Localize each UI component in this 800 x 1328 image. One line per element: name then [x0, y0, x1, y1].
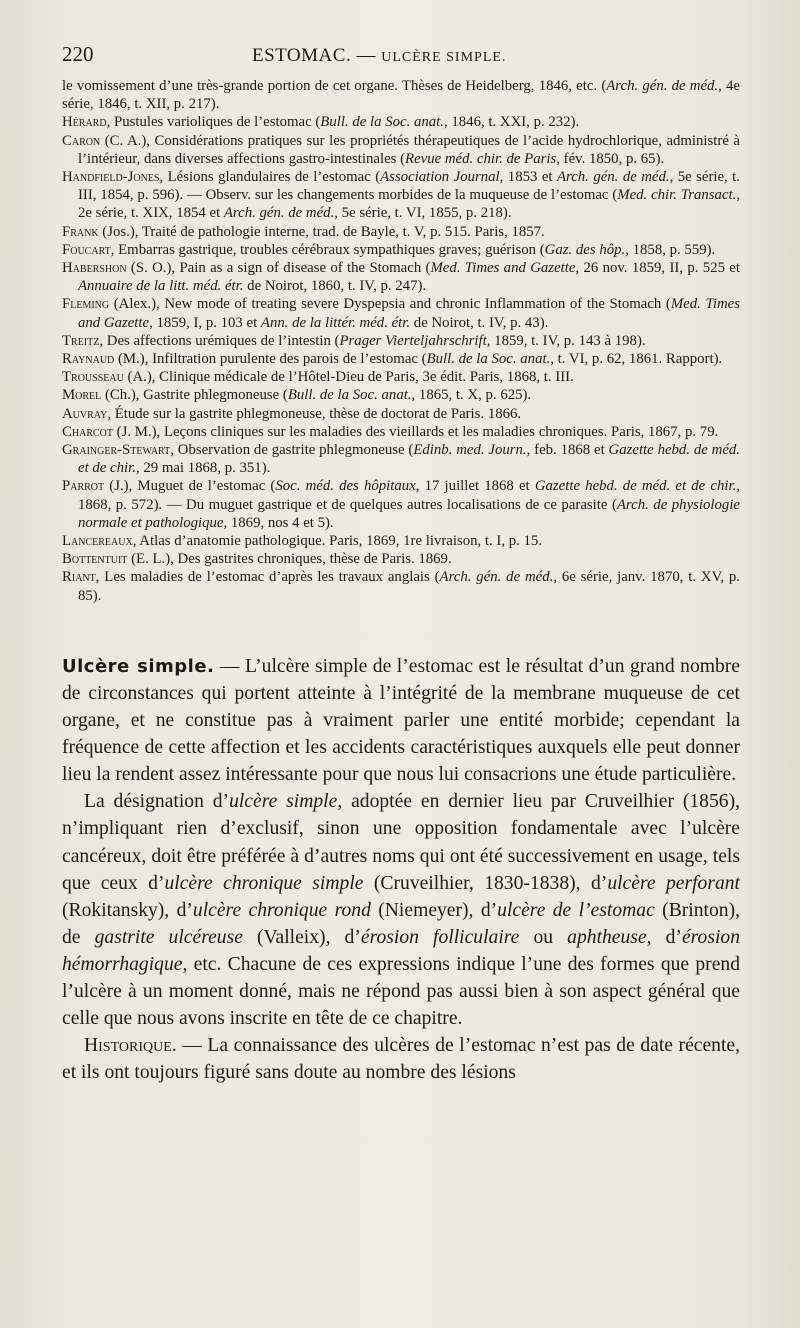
bibliography-entry [62, 477, 740, 532]
text-run: , 5e série, t. III, 1854, p. 596). — Observ. sur les changements morbides de la muqueuse de l’estomac ( [78, 169, 740, 204]
entry-author: Raynaud [62, 351, 115, 368]
main-text [62, 653, 740, 1087]
italic-text: Arch. gén. de méd. [556, 169, 670, 186]
italic-text: érosion hémorrhagique [62, 926, 741, 975]
italic-text: Annuaire de la litt. méd. étr. [78, 278, 244, 295]
italic-text: Arch. gén. de méd. [223, 205, 335, 222]
italic-text: Soc. méd. des hôpitaux [275, 478, 416, 495]
text-run: le vomissement d’une très-grande portion de cet organe. Thèses de Heidelberg, 1846, etc. ( [62, 78, 607, 94]
text-run: (M.), Infiltration purulente des parois de l’estomac ( [114, 351, 427, 368]
bibliography-entry [62, 441, 740, 477]
italic-text: Edinb. med. Journ. [413, 442, 527, 459]
text-run: , 6e série, janv. 1870, t. XV, p. 85). [78, 569, 740, 604]
bibliography-entry [62, 295, 740, 331]
text-run: , Atlas d’anatomie pathologique. Paris, 1869, 1re livraison, t. I, p. 15. [132, 533, 543, 550]
text-run: de Noirot, t. IV, p. 43). [410, 314, 549, 331]
text-run: , Embarras gastrique, troubles cérébraux sympathiques graves; guérison ( [110, 241, 545, 258]
text-run: , 2e série, t. XIX, 1854 et [78, 187, 740, 222]
bibliography-entry [62, 350, 740, 368]
italic-text: Arch. de physiologie normale et pathologique [78, 496, 740, 531]
italic-text: Ann. de la littér. méd. étr. [260, 314, 411, 331]
text-run: (J. M.), Leçons cliniques sur les maladies des vieillards et les maladies chroniques. Paris, 1867, p. 79. [112, 423, 719, 440]
entry-author: Hérard [62, 114, 107, 131]
paragraph [62, 1032, 740, 1086]
bibliography-entry [62, 405, 740, 423]
text-run: , feb. 1868 et [526, 442, 609, 459]
text-run: — L’ulcère simple de l’estomac est le résultat d’un grand nombre de circonstances qui portent atteinte à l’intégrité de la membrane muqueuse de cet organe, et ne constitue pas à vraiment parler une entité morbide; cependant la fréquence de cette affection et les accidents caractéristiques auxquels elle peut donner lieu la rendent assez intéressante pour que nous lui consacrions une étude particulière. [62, 655, 740, 786]
bibliography-entry [62, 223, 740, 241]
entry-author: Bottentuit [62, 551, 128, 568]
text-run: , 1853 et [499, 169, 557, 186]
bibliography-entry [62, 368, 740, 386]
text-run: , 4e série, 1846, t. XII, p. 217). [62, 78, 740, 113]
text-run: (Niemeyer), d’ [370, 899, 498, 921]
bibliography-entry [62, 532, 740, 550]
entry-author: Trousseau [62, 369, 124, 386]
bibliography-list [62, 77, 740, 605]
italic-text: Bull. de la Soc. anat. [320, 114, 444, 131]
text-run: (Brinton), de [62, 899, 740, 948]
text-run: , Pustules varioliques de l’estomac ( [106, 114, 321, 131]
entry-author: Morel [62, 387, 102, 404]
italic-text: Gazette hebd. de méd. et de chir. [78, 442, 741, 477]
text-run: (Rokitansky), d’ [62, 899, 193, 921]
entry-author: Caron [62, 132, 101, 149]
entry-author: Foucart [62, 241, 111, 258]
entry-author: Lancereaux [62, 533, 133, 550]
text-run: , 1859, t. IV, p. 143 à 198). [486, 332, 646, 349]
italic-text: Bull. de la Soc. anat. [426, 351, 551, 368]
italic-text: Gaz. des hôp. [544, 241, 626, 258]
text-run: , 1869, nos 4 et 5). [223, 514, 334, 531]
text-run: , 1859, I, p. 103 et [149, 314, 261, 331]
italic-text: Gazette hebd. de méd. et de chir. [534, 478, 737, 495]
entry-author: Charcot [62, 423, 113, 440]
italic-text: ulcère de l’estomac [497, 899, 655, 921]
text-run: , Les maladies de l’estomac d’après les travaux anglais ( [95, 569, 440, 586]
paragraph [62, 788, 740, 1032]
text-run: , d’ [646, 926, 682, 948]
entry-author: Grainger-Stewart [62, 442, 171, 459]
entry-author: Treitz [62, 332, 100, 349]
bibliography-entry [62, 113, 740, 131]
italic-text: Association Journal [380, 169, 500, 186]
entry-author: Habershon [62, 260, 127, 277]
text-run: , fév. 1850, p. 65). [556, 150, 665, 167]
bibliography-entry [62, 386, 740, 404]
text-run: , 26 nov. 1859, II, p. 525 et [575, 260, 740, 277]
text-run: , Des affections urémiques de l’intestin ( [99, 332, 340, 349]
italic-text: ulcère simple [229, 791, 338, 813]
text-run: (J.), Muguet de l’estomac ( [104, 478, 276, 495]
italic-text: gastrite ulcéreuse [94, 926, 243, 948]
italic-text: Med. Times and Gazette [430, 260, 576, 277]
text-run: , adoptée en dernier lieu par Cruveilhier (1856), n’impliquant rien d’exclusif, sinon une opposition fondamentale avec l’ulcère cancéreux, doit être préférée à d’autres noms qui ont été successivement en usage, tels que ceux d’ [62, 791, 740, 894]
bibliography-entry [62, 423, 740, 441]
text-run: , Lésions glandulaires de l’estomac ( [159, 169, 381, 186]
italic-text: Arch. gén. de méd. [439, 569, 554, 586]
text-run: (Cruveilhier, 1830-1838), d’ [363, 872, 608, 894]
page-header [62, 42, 740, 67]
italic-text: ulcère chronique rond [192, 899, 371, 921]
italic-text: ulcère perforant [607, 872, 741, 894]
running-head-main: ESTOMAC. — [252, 45, 376, 66]
subsection-title: Historique. [84, 1035, 177, 1057]
italic-text: Med. Times and Gazette [78, 296, 740, 331]
running-head-sub: ULCÈRE SIMPLE. [381, 50, 507, 65]
entry-author: Parrot [62, 478, 105, 495]
bibliography-entry [62, 132, 740, 168]
text-run: (S. O.), Pain as a sign of disease of the Stomach ( [126, 260, 431, 277]
text-run: , 17 juillet 1868 et [415, 478, 535, 495]
text-run: , 1858, p. 559). [625, 241, 716, 258]
text-run: (E. L.), Des gastrites chroniques, thèse de Paris. 1869. [127, 551, 452, 568]
bibliography-entry [62, 259, 740, 295]
text-run: , 5e série, t. VI, 1855, p. 218). [334, 205, 512, 222]
bibliography-entry [62, 550, 740, 568]
text-run: , 1865, t. X, p. 625). [411, 387, 532, 404]
bibliography-entry [62, 568, 740, 604]
paragraph [62, 653, 740, 788]
bibliography-entry [62, 241, 740, 259]
bibliography-entry [62, 168, 740, 223]
italic-text: Revue méd. chir. de Paris [405, 150, 557, 167]
running-head [252, 45, 506, 67]
text-run: (C. A.), Considérations pratiques sur les propriétés thérapeutiques de l’acide hydrochlorique, administré à l’intérieur, dans diverses affections gastro-intestinales ( [78, 132, 740, 167]
text-run: , 1868, p. 572). — Du muguet gastrique et de quelques autres localisations de ce parasite ( [78, 478, 740, 513]
italic-text: ulcère chronique simple [164, 872, 364, 894]
text-run: , Observation de gastrite phlegmoneuse ( [170, 442, 414, 459]
bibliography-entry [62, 332, 740, 350]
text-run: (A.), Clinique médicale de l’Hôtel-Dieu de Paris, 3e édit. Paris, 1868, t. III. [123, 369, 574, 386]
text-run: , etc. Chacune de ces expressions indique l’une des formes que prend l’ulcère à un moment donné, mais ne répond pas aussi bien à son aspect général que celle que nous avons inscrite en tête de ce chapitre. [62, 953, 740, 1030]
text-run: La désignation d’ [84, 791, 230, 813]
entry-author: Handfield-Jones [62, 169, 160, 186]
text-run: , t. VI, p. 62, 1861. Rapport). [550, 351, 723, 368]
page-number: 220 [62, 42, 94, 66]
text-run: — La connaissance des ulcères de l’estomac n’est pas de date récente, et ils ont toujours figuré sans doute au nombre des lésions [62, 1035, 740, 1084]
section-title: Ulcère simple. [62, 655, 215, 677]
text-run: (Ch.), Gastrite phlegmoneuse ( [101, 387, 288, 404]
entry-author: Fleming [62, 296, 110, 313]
entry-author: Auvray [62, 405, 108, 422]
italic-text: érosion folliculaire [360, 926, 520, 948]
text-run: (Alex.), New mode of treating severe Dyspepsia and chronic Inflammation of the Stomach ( [109, 296, 671, 313]
italic-text: Arch. gén. de méd. [606, 78, 719, 94]
italic-text: Bull. de la Soc. anat. [287, 387, 412, 404]
text-run: de Noirot, 1860, t. IV, p. 247). [243, 278, 427, 295]
text-run: , 29 mai 1868, p. 351). [135, 460, 271, 477]
bibliography-entry [62, 77, 740, 113]
italic-text: Med. chir. Transact. [617, 187, 737, 204]
text-run: , Étude sur la gastrite phlegmoneuse, thèse de doctorat de Paris. 1866. [107, 405, 522, 422]
text-run: ou [519, 926, 568, 948]
italic-text: Prager Vierteljahrschrift [339, 332, 487, 349]
entry-author: Riant [62, 569, 96, 586]
text-run: (Valleix), d’ [242, 926, 361, 948]
text-run: (Jos.), Traité de pathologie interne, trad. de Bayle, t. V, p. 515. Paris, 1857. [98, 223, 545, 240]
entry-author: Frank [62, 223, 99, 240]
text-run: , 1846, t. XXI, p. 232). [443, 114, 580, 131]
italic-text: aphtheuse [567, 926, 647, 948]
